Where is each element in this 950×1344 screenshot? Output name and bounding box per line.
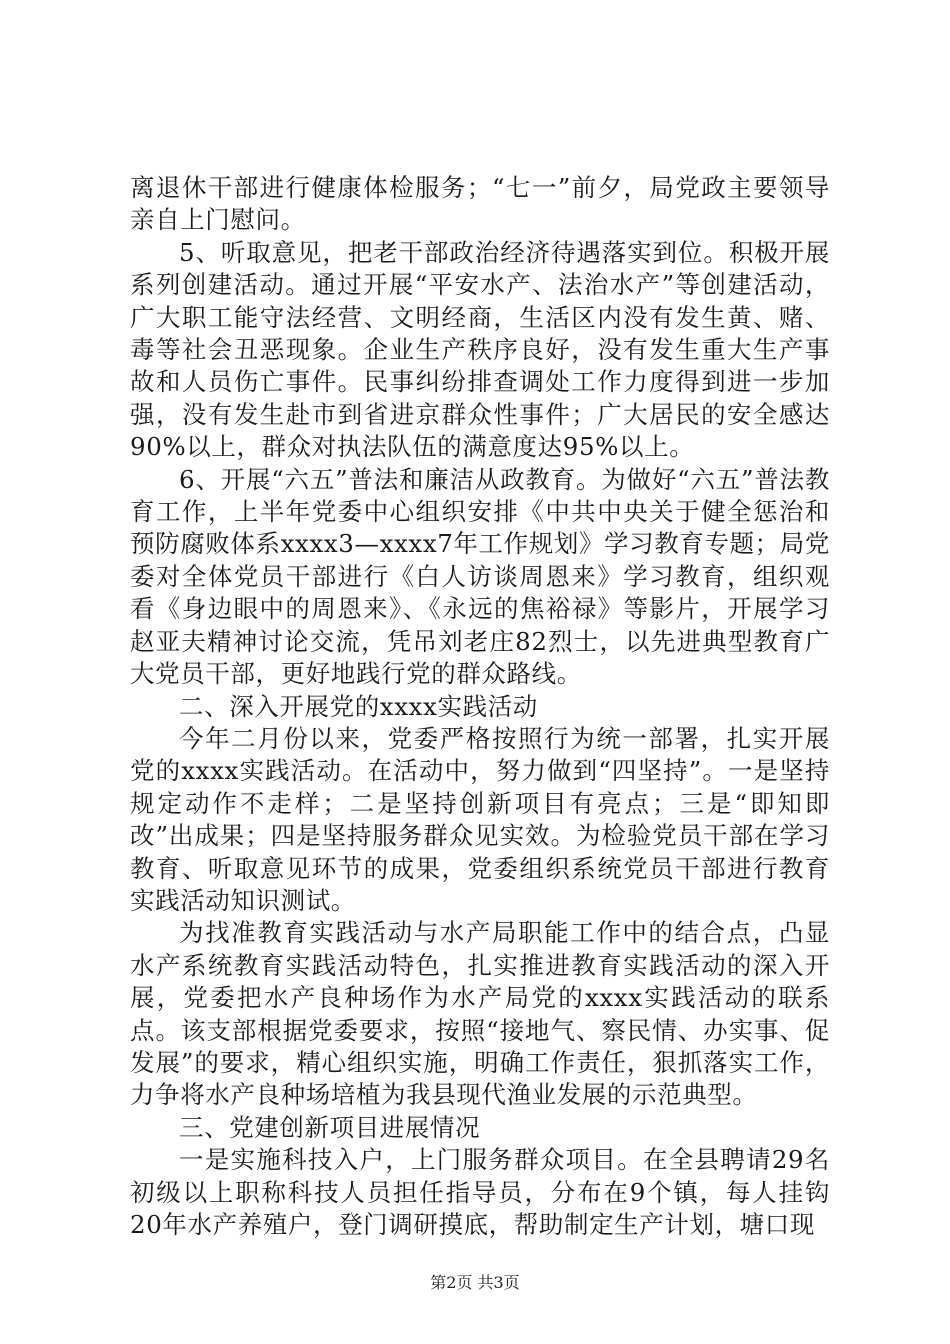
section-heading: 二、深入开展党的xxxx实践活动 (179, 691, 538, 721)
page-number-footer: 第2页 共3页 (430, 1273, 520, 1292)
paragraph: 为找准教育实践活动与水产局职能工作中的结合点，凸显水产系统教育实践活动特色，扎实推进教育实践活动的深入开展，党委把水产良种场作为水产局党的xxxx实践活动的联系点。该支部根据党委要求，按照“接地气、察民情、办实事、促发展”的要求，精心组织实施，明确工作责任，狠抓落实工作，力争将水产良种场培植为我县现代渔业发展的示范典型。 (130, 918, 830, 1110)
paragraph: 6、开展“六五”普法和廉洁从政教育。为做好“六五”普法教育工作，上半年党委中心组织安排《中共中央关于健全惩治和预防腐败体系xxxx3—xxxx7年工作规划》学习教育专题；局党委对全体党员干部进行《白人访谈周恩来》学习教育，组织观看《身边眼中的周恩来》、《永远的焦裕禄》等影片，开展学习赵亚夫精神讨论交流，凭吊刘老庄82烈士，以先进典型教育广大党员干部，更好地践行党的群众路线。 (130, 464, 830, 689)
paragraph: 一是实施科技入户，上门服务群众项目。在全县聘请29名初级以上职称科技人员担任指导员，分布在9个镇，每人挂钩20年水产养殖户，登门调研摸底，帮助制定生产计划，塘口现 (130, 1145, 830, 1239)
document-body (130, 172, 830, 1241)
section-heading: 三、党建创新项目进展情况 (179, 1112, 481, 1142)
paragraph: 离退休干部进行健康体检服务；“七一”前夕，局党政主要领导亲自上门慰问。 (130, 173, 830, 235)
paragraph: 5、听取意见，把老干部政治经济待遇落实到位。积极开展系列创建活动。通过开展“平安水产、法治水产”等创建活动，广大职工能守法经营、文明经商，生活区内没有发生黄、赌、毒等社会丑恶现象。企业生产秩序良好，没有发生重大生产事故和人员伤亡事件。民事纠纷排查调处工作力度得到进一步加强，没有发生赴市到省进京群众性事件；广大居民的安全感达90%以上，群众对执法队伍的满意度达95%以上。 (130, 237, 830, 462)
paragraph: 今年二月份以来，党委严格按照行为统一部署，扎实开展党的xxxx实践活动。在活动中，努力做到“四坚持”。一是坚持规定动作不走样；二是坚持创新项目有亮点；三是“即知即改”出成果；四是坚持服务群众见实效。为检验党员干部在学习教育、听取意见环节的成果，党委组织系统党员干部进行教育实践活动知识测试。 (130, 723, 830, 915)
